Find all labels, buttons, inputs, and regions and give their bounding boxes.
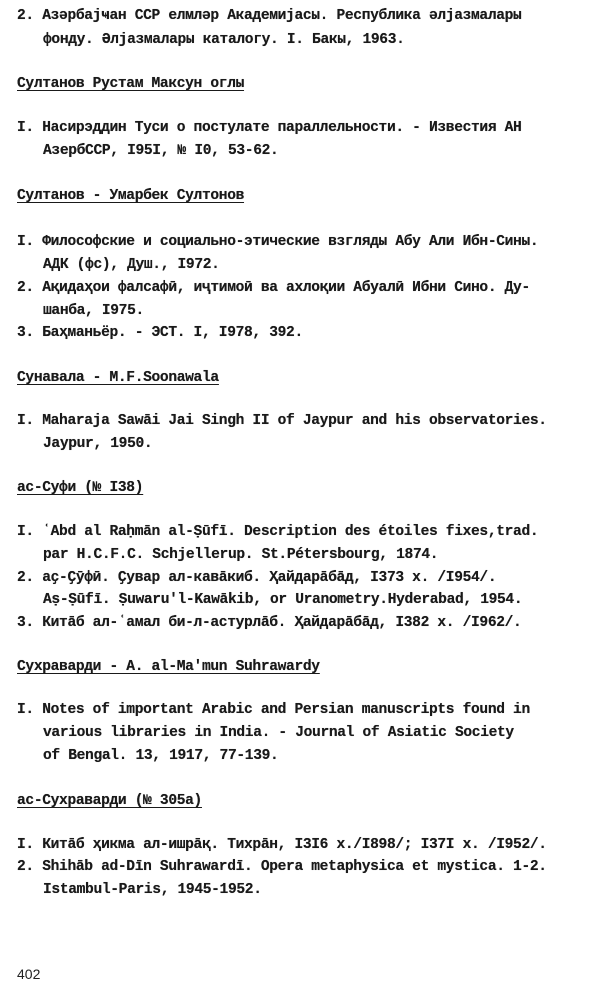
entry-continuation: АДК (фс), Душ., I972. (43, 257, 220, 273)
author-heading: Сухраварди - A. al-Ma'mun Suhrawardy (17, 659, 320, 675)
author-heading: Сунавала - M.F.Soonawala (17, 370, 219, 386)
page-number: 402 (17, 966, 41, 982)
entry-line: I. Maharaja Sawāi Jai Singh II of Jaypur and his observatories. (17, 413, 547, 429)
entry-continuation: par H.C.F.C. Schjellerup. St.Pétersbourg, 1874. (43, 547, 439, 563)
entry-line: I. Насирэддин Туси о постулате параллельности. - Известия АН (17, 120, 522, 136)
entry-continuation: АзербССР, I95I, № I0, 53-62. (43, 143, 279, 159)
entry-continuation: Jaypur, 1950. (43, 436, 153, 452)
entry-line: 3. Китāб ал-ʿамал би-л-астурлāб. Ҳайдарāбāд, I382 х. /I962/. (17, 615, 522, 631)
author-heading: Султанов - Умарбек Султонов (17, 188, 245, 204)
entry-continuation: of Bengal. 13, 1917, 77-139. (43, 748, 279, 764)
entry-line: I. ʿAbd al Raḥmān al-Ṣūfī. Description des étoiles fixes,trad. (17, 524, 539, 540)
entry-continuation: various libraries in India. - Journal of Asiatic Society (43, 725, 514, 741)
entry-continuation: фонду. Әлјазмалары каталогу. I. Бакы, 1963. (43, 32, 405, 48)
entry-line: 3. Баҳманьёр. - ЭСТ. I, I978, 392. (17, 325, 303, 341)
entry-continuation: шанба, I975. (43, 303, 144, 319)
entry-continuation: Istambul-Paris, 1945-1952. (43, 882, 262, 898)
author-heading: ас-Сухраварди (№ 305а) (17, 793, 202, 809)
entry-continuation: Aṣ-Ṣūfī. Ṣuwaru'l-Kawākib, or Uranometry.Hyderabad, 1954. (43, 592, 523, 608)
author-heading: ас-Суфи (№ I38) (17, 480, 144, 496)
entry-line: 2. Ақидаҳои фалсафӣ, иҷтимоӣ ва ахлоқии Абуалӣ Ибни Сино. Ду- (17, 280, 530, 296)
entry-line: 2. Shihāb ad-Dīn Suhrawardī. Opera metaphysica et mystica. 1-2. (17, 859, 547, 875)
entry-line: 2. Азәрбајҹан ССР елмләр Академијасы. Республика әлјазмалары (17, 8, 522, 24)
entry-line: I. Notes of important Arabic and Persian manuscripts found in (17, 702, 530, 718)
entry-line: 2. аҫ-Ҫӯфӣ. Ҫувар ал-кавāкиб. Ҳайдарāбāд, I373 х. /I954/. (17, 570, 497, 586)
entry-line: I. Китāб ҳикма ал-ишрāқ. Тихрāн, I3I6 х./I898/; I37I х. /I952/. (17, 837, 547, 853)
author-heading: Султанов Рустам Максун оглы (17, 76, 245, 92)
entry-line: I. Философские и социально-этические взгляды Абу Али Ибн-Сины. (17, 234, 539, 250)
